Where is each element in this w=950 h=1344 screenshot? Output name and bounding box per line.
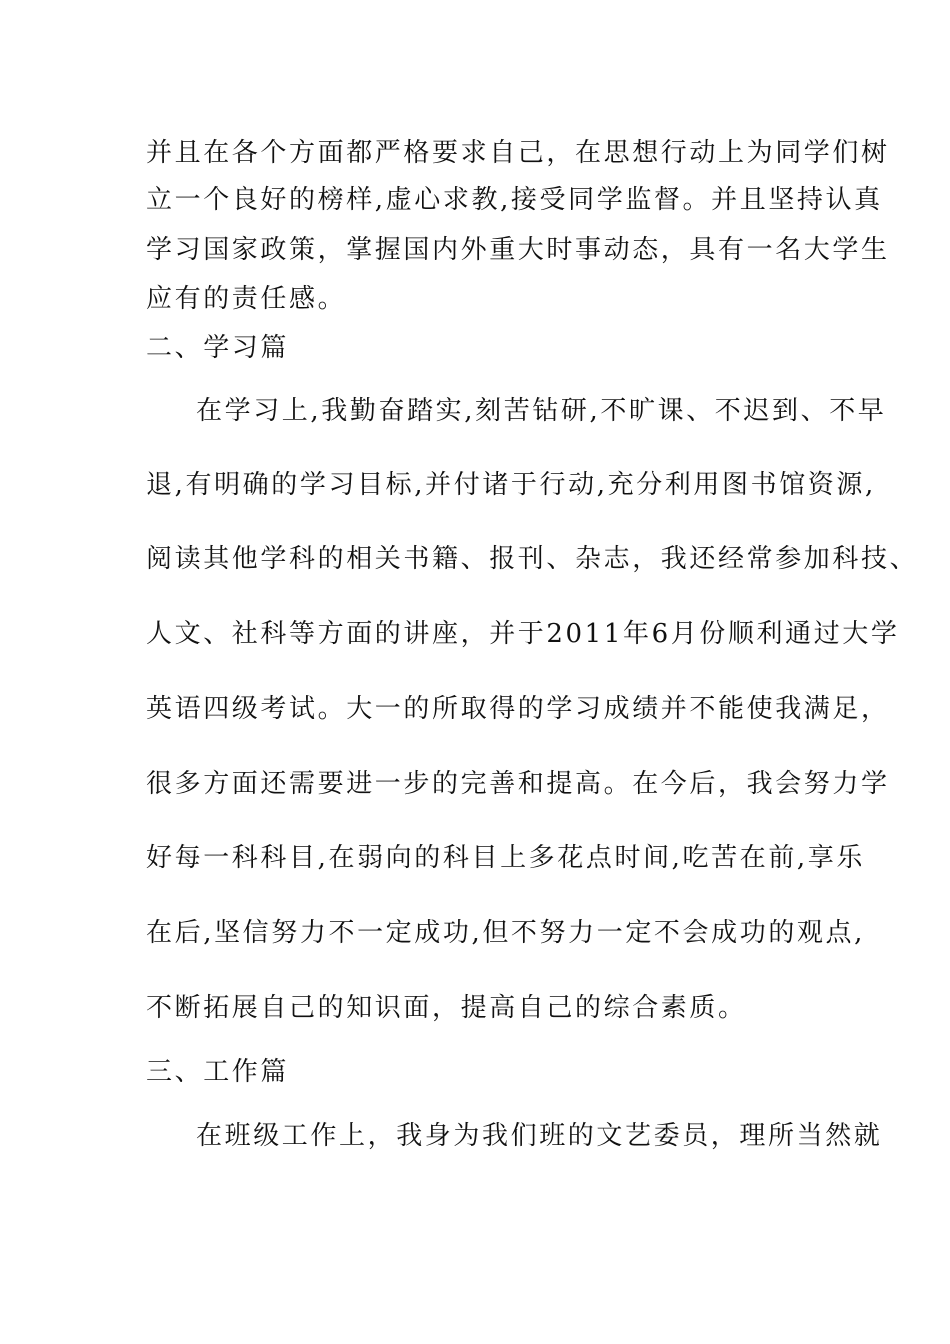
text-line: 好每一科科目,在弱向的科目上多花点时间,吃苦在前,享乐 bbox=[146, 843, 865, 873]
text-line: 在班级工作上，我身为我们班的文艺委员，理所当然就 bbox=[196, 1121, 883, 1151]
text-line: 人文、社科等方面的讲座，并于2011年6月份顺利通过大学 bbox=[146, 619, 900, 649]
text-line: 阅读其他学科的相关书籍、报刊、杂志，我还经常参加科技、 bbox=[146, 544, 919, 574]
text-line: 英语四级考试。大一的所取得的学习成绩并不能使我满足， bbox=[146, 694, 890, 724]
text-line: 立一个良好的榜样,虚心求教,接受同学监督。并且坚持认真 bbox=[146, 185, 883, 215]
section-heading-work: 三、工作篇 bbox=[146, 1057, 290, 1087]
text-line: 很多方面还需要进一步的完善和提高。在今后，我会努力学 bbox=[146, 769, 890, 799]
section-heading-study: 二、学习篇 bbox=[146, 333, 290, 363]
text-line: 退,有明确的学习目标,并付诸于行动,充分利用图书馆资源, bbox=[146, 470, 876, 500]
text-line: 不断拓展自己的知识面，提高自己的综合素质。 bbox=[146, 993, 747, 1023]
text-line: 应有的责任感。 bbox=[146, 284, 347, 314]
text-line: 在后,坚信努力不一定成功,但不努力一定不会成功的观点, bbox=[146, 918, 865, 948]
text-line: 在学习上,我勤奋踏实,刻苦钻研,不旷课、不迟到、不早 bbox=[196, 396, 887, 426]
text-line: 学习国家政策，掌握国内外重大时事动态，具有一名大学生 bbox=[146, 235, 890, 265]
text-line: 并且在各个方面都严格要求自己，在思想行动上为同学们树 bbox=[146, 138, 890, 168]
